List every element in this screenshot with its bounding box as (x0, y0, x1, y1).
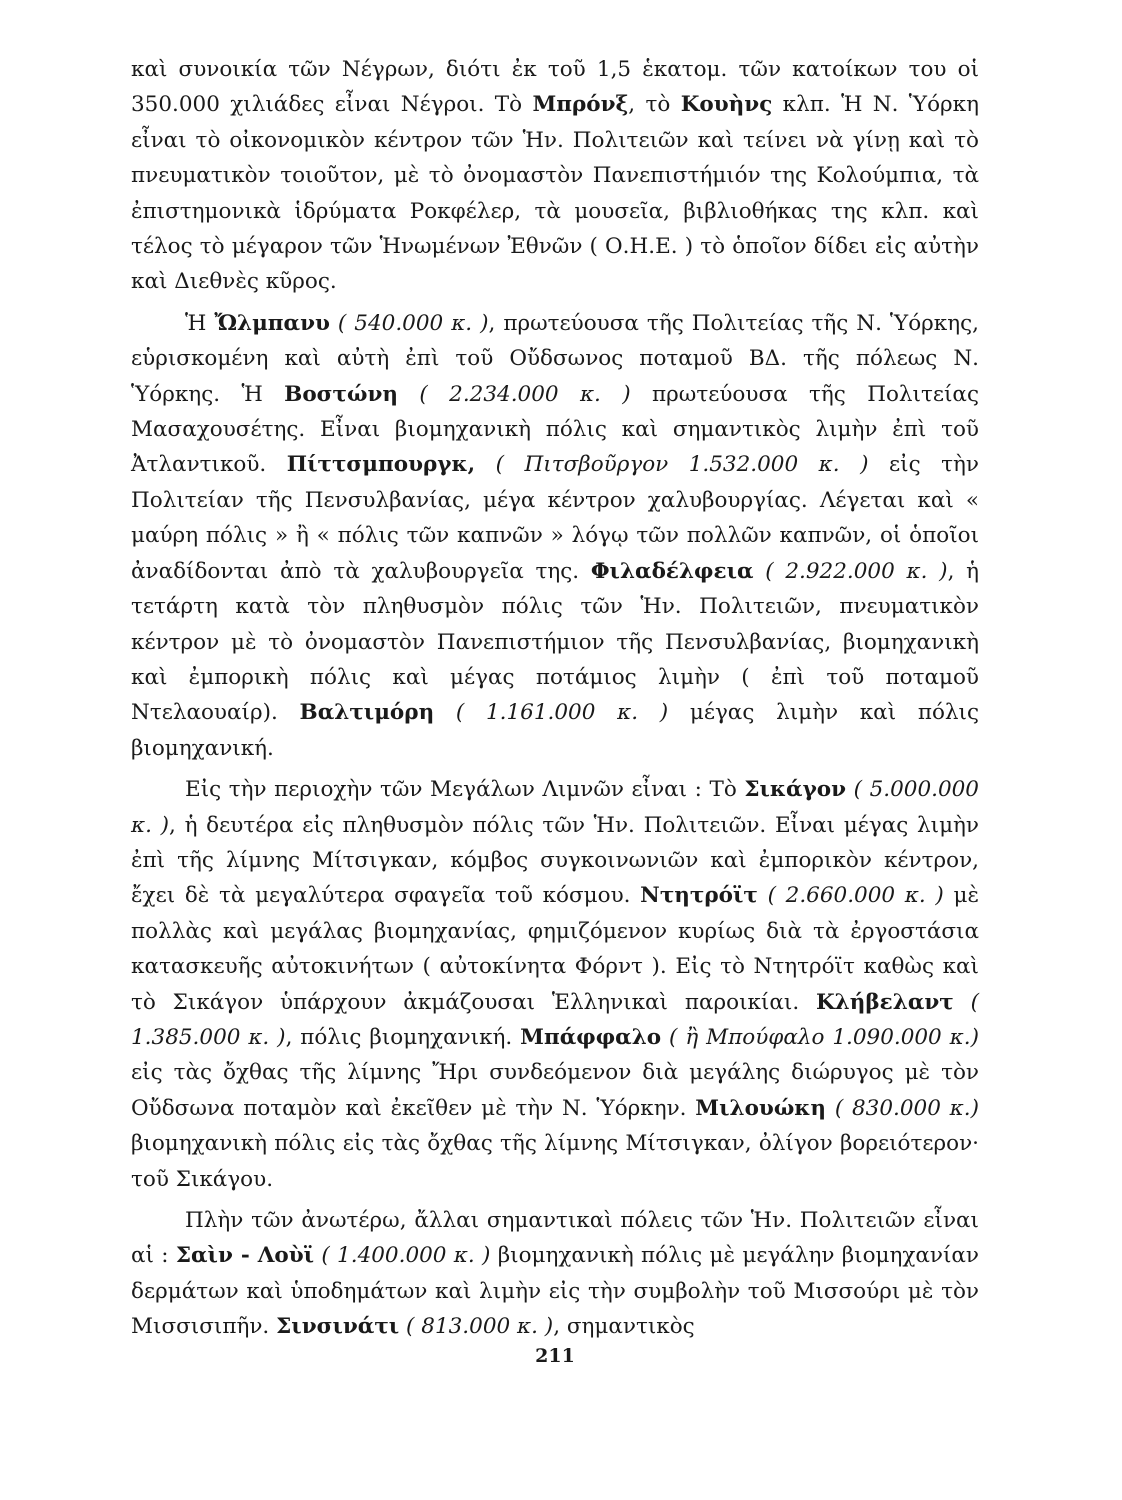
population-figure: ( 5.000.000 κ. ) (131, 777, 979, 838)
bold-term: Ντητρόϊτ (640, 883, 758, 909)
text-run: , πόλις βιομηχανική. (285, 1024, 521, 1050)
bold-term: Πίττσμπουργκ, (286, 452, 476, 478)
text-run: βιομηχανικὴ πόλις μὲ μεγάλην βιομηχανίαν δερμάτων καὶ ὑποδημάτων καὶ λιμὴν εἰς τὴν συμβολὴν τοῦ Μισσούρι μὲ τὸν Μισσισιπῆν. (131, 1243, 979, 1340)
population-figure: ( 1.400.000 κ. ) (314, 1243, 491, 1269)
bold-term: Μιλουώκη (695, 1095, 827, 1121)
bold-term: Μπάφφαλο (520, 1024, 662, 1050)
population-figure: ( 540.000 κ. ) (329, 310, 489, 336)
bold-term: Βοστώνη (284, 381, 399, 407)
page-body-text (131, 52, 979, 1351)
text-run: καὶ συνοικία τῶν Νέγρων, διότι ἐκ τοῦ 1,5 ἑκατομ. τῶν κατοίκων του οἱ 350.000 χιλιάδες εἶναι Νέγροι. Τὸ (131, 57, 979, 118)
bold-term: Μπρόνξ (532, 92, 629, 118)
bold-term: Φιλαδέλφεια (590, 558, 754, 584)
bold-term: Ὤλμπανυ (214, 310, 330, 336)
text-run: πρωτεύουσα τῆς Πολιτείας Μασαχουσέτης. Εἶναι βιομηχανικὴ πόλις καὶ σημαντικὸς λιμὴν ἐπὶ τοῦ Ἀτλαντικοῦ. (131, 381, 979, 478)
population-figure: ( 2.234.000 κ. ) (398, 381, 631, 407)
text-run: μὲ πολλὰς καὶ μεγάλας βιομηχανίας, φημιζόμενον κυρίως διὰ τὰ ἐργοστάσια κατασκευῆς αὐτοκινήτων ( αὐτοκίνητα Φόρντ ). Εἰς τὸ Ντητρόϊτ καθὼς καὶ τὸ Σικάγον ὑπάρχουν ἀκμάζουσαι Ἑλληνικαὶ παροικίαι. (131, 883, 979, 1015)
population-figure: ( 813.000 κ. ) (399, 1314, 554, 1340)
population-figure: ( Πιτσβοῦργον 1.532.000 κ. ) (475, 452, 869, 478)
text-run: , ἡ δευτέρα εἰς πληθυσμὸν πόλις τῶν Ἡν. Πολιτειῶν. Εἶναι μέγας λιμὴν ἐπὶ τῆς λίμνης Μίτσιγκαν, κόμβος συγκοινωνιῶν καὶ ἐμπορικὸν κέντρον, ἔχει δὲ τὰ μεγαλύτερα σφαγεῖα τοῦ κόσμου. (131, 812, 980, 909)
bold-term: Σικάγον (744, 777, 847, 803)
population-figure: ( 1.385.000 κ. ) (131, 989, 979, 1050)
bold-term: Σαὶν - Λοὺϊ (175, 1243, 315, 1269)
paragraph (131, 772, 979, 1197)
text-run: κλπ. Ἡ Ν. Ὑόρκη εἶναι τὸ οἰκονομικὸν κέντρον τῶν Ἡν. Πολιτειῶν καὶ τείνει νὰ γίνῃ καὶ τὸ πνευματικὸν τοιοῦτον, μὲ τὸ ὀνομαστὸν Πανεπιστήμιόν της Κολούμπια, τὰ ἐπιστημονικὰ ἱδρύματα Ροκφέλερ, τὰ μουσεῖα, βιβλιοθήκας της κλπ. καὶ τέλος τὸ μέγαρον τῶν Ἡνωμένων Ἐθνῶν ( Ο.Η.Ε. ) τὸ ὁποῖον δίδει εἰς αὐτὴν καὶ Διεθνὲς κῦρος. (131, 92, 979, 295)
bold-term: Βαλτιμόρη (299, 700, 435, 726)
text-run: , σημαντικὸς (553, 1314, 695, 1340)
text-run: Πλὴν τῶν ἀνωτέρω, ἄλλαι σημαντικαὶ πόλεις τῶν Ἡν. Πολιτειῶν εἶναι αἱ : (131, 1208, 979, 1269)
population-figure: ( 830.000 κ.) (826, 1095, 980, 1121)
population-figure: ( 2.922.000 κ. ) (753, 558, 948, 584)
text-run: , ἡ τετάρτη κατὰ τὸν πληθυσμὸν πόλις τῶν Ἡν. Πολιτειῶν, πνευματικὸν κέντρον μὲ τὸ ὀνομαστὸν Πανεπιστήμιον τῆς Πενσυλβανίας, βιομηχανικὴ καὶ ἐμπορικὴ πόλις καὶ μέγας ποτάμιος λιμὴν ( ἐπὶ τοῦ ποταμοῦ Ντελαουαίρ). (131, 558, 979, 726)
population-figure: ( 2.660.000 κ. ) (757, 883, 944, 909)
population-figure: ( ἢ Μπούφαλο 1.090.000 κ.) (661, 1024, 979, 1050)
paragraph (131, 1203, 979, 1345)
text-run: βιομηχανικὴ πόλις εἰς τὰς ὄχθας τῆς λίμνης Μίτσιγκαν, ὀλίγον βορειότερον· τοῦ Σικάγου. (131, 1131, 979, 1192)
text-run: εἰς τὴν Πολιτείαν τῆς Πενσυλβανίας, μέγα κέντρον χαλυβουργίας. Λέγεται καὶ « μαύρη πόλις » ἢ « πόλις τῶν καπνῶν » λόγῳ τῶν πολλῶν καπνῶν, οἱ ὁποῖοι ἀναδίδονται ἀπὸ τὰ χαλυβουργεῖα της. (131, 452, 980, 584)
text-run: , τὸ (628, 92, 681, 118)
bold-term: Κλήβελαντ (816, 989, 954, 1015)
text-run: Εἰς τὴν περιοχὴν τῶν Μεγάλων Λιμνῶν εἶναι : Τὸ (185, 777, 745, 803)
text-run: , πρωτεύουσα τῆς Πολιτείας τῆς Ν. Ὑόρκης, εὑρισκομένη καὶ αὐτὴ ἐπὶ τοῦ Οὔδσωνος ποταμοῦ ΒΔ. τῆς πόλεως Ν. Ὑόρκης. Ἡ (131, 310, 979, 407)
text-run: μέγας λιμὴν καὶ πόλις βιομηχανική. (131, 700, 980, 761)
page-number: 211 (535, 1345, 575, 1367)
bold-term: Σινσινάτι (276, 1314, 400, 1340)
bold-term: Κουὴνς (680, 92, 773, 118)
population-figure: ( 1.161.000 κ. ) (434, 700, 669, 726)
paragraph (131, 52, 979, 300)
paragraph (131, 306, 979, 766)
text-run: εἰς τὰς ὄχθας τῆς λίμνης Ἤρι συνδεόμενον διὰ μεγάλης διώρυγος μὲ τὸν Οὔδσωνα ποταμὸν καὶ ἐκεῖθεν μὲ τὴν Ν. Ὑόρκην. (131, 1060, 979, 1121)
text-run: Ἡ (185, 310, 215, 336)
